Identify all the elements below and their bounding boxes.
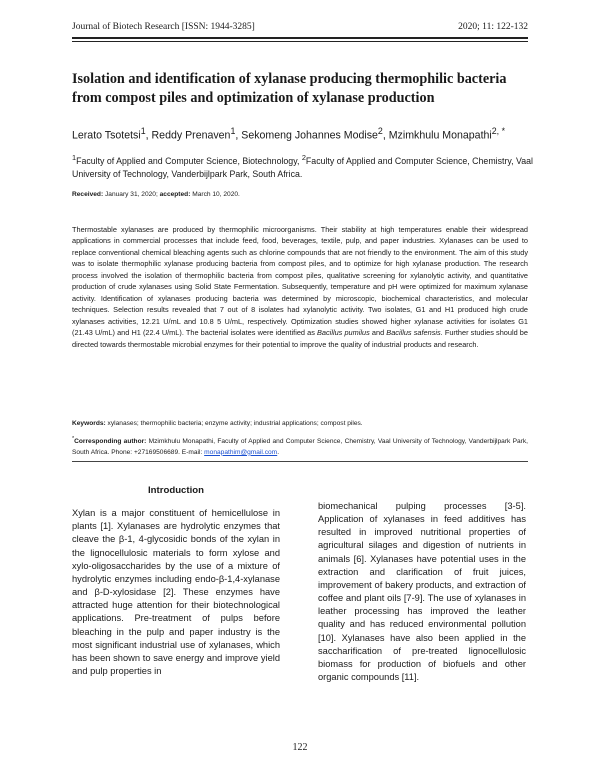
author-affiliation-mark: 2	[377, 126, 383, 136]
affiliations	[72, 151, 534, 181]
accepted-date: March 10, 2020.	[190, 191, 240, 198]
article-dates	[72, 191, 530, 198]
body-column-right	[318, 500, 526, 684]
author-affiliation-mark: 1	[140, 126, 146, 136]
affiliation-1: Faculty of Applied and Computer Science, Biotechnology,	[76, 155, 302, 166]
abstract	[72, 224, 528, 350]
corresponding-mark: *	[72, 436, 75, 442]
author-name: Lerato Tsotetsi	[72, 129, 141, 142]
keywords-text: xylanases; thermophilic bacteria; enzyme activity; industrial applications; compost piles.	[105, 420, 363, 427]
species-name: Bacillus safensis	[386, 328, 441, 338]
author-list: Lerato Tsotetsi$^1$, Reddy Prenaven$^1$, Sekomeng Johannes Modise$^2$, Mzimkhulu Monapathi$^{2, *}$	[72, 126, 506, 142]
page-number: 122	[292, 742, 308, 753]
corresponding-end: .	[277, 448, 280, 456]
affiliation-2: Faculty of Applied and Computer Science, Chemistry, Vaal University of Technology, Vanderbijlpark Park, South Africa.	[72, 155, 533, 179]
abstract-text: . Further studies should be directed towards thermostable microbial enzymes for their potential to improve the quality of industrial products and research.	[72, 328, 528, 349]
author-name: Sekomeng Johannes Modise	[241, 129, 378, 142]
abstract-text: Thermostable xylanases are produced by thermophilic microorganisms. Their stability at high temperatures enable their widespread applications in commercial processes that include feed, food, beverages, textile, pulp, and paper industries. Xylanases can be used to replace conventional chemical bleaching agents such as chlorine compounds that are not friendly to the environment. The aim of this study was to isolate thermophilic xylanase producing bacteria from compost piles, and to optimize for high xylanase production. The research process involved the isolation of thermophilic bacteria from compost piles, qualitative screening for xylanolytic activity, and quantitative production of crude xylanases using Solid State Fermentation. Subsequently, temperature and pH were optimized for maximum xylanase activity. Identification of xylanases producing bacteria was determined by microscopic, biochemical characteristics, and molecular techniques. Selection results revealed that 7 out of 8 isolates had xylanolytic activity. Two isolates, G1 and H1 produced high crude xylanases activities, 12.21 U/mL and 10.8 5 U/mL, respectively. Optimization studies showed higher xylanase activities for isolates G1 (21.43 U/mL) and H1 (22.4 U/mL). The bacterial isolates were identified as	[72, 225, 528, 338]
affiliation-mark: 2	[301, 153, 306, 162]
header-rule-thin	[72, 41, 528, 42]
intro-paragraph: Xylan is a major constituent of hemicellulose in plants [1]. Xylanases are hydrolytic enzymes that cleave the β-1, 4-glycosidic bonds of the xylan in the lignocellulosic materials to form xylose and xylo-oligosaccharides by the use of a mixture of hydrolytic enzymes including endo-β-1,4-xylanase and β-D-xylosidase [2]. These enzymes have attracted huge attention for their biotechnological applications. Pre-treatment of pulps before bleaching in the pulp and paper industry is the most significant industrial use of xylanases, which has been shown to save energy and improve yield and pulp properties in	[72, 508, 280, 677]
accepted-label: accepted:	[159, 191, 191, 198]
keywords-label: Keywords:	[72, 420, 106, 427]
body-column-left	[72, 484, 280, 678]
abstract-text: and	[369, 328, 387, 338]
received-label: Received:	[72, 191, 104, 198]
corresponding-label: Corresponding author:	[74, 438, 147, 446]
keywords	[72, 420, 528, 427]
author-affiliation-mark: 2, *	[491, 126, 506, 136]
corresponding-text: Mzimkhulu Monapathi, Faculty of Applied and Computer Science, Chemistry, Vaal University of Technology, Vanderbijlpark Park, South Africa. Phone: +27169506689. E-mail:	[72, 438, 528, 456]
received-date: January 31, 2020;	[103, 191, 160, 198]
affiliation-mark: 1	[72, 153, 77, 162]
journal-name: Journal of Biotech Research [ISSN: 1944-3285]	[72, 22, 255, 32]
running-header	[72, 22, 528, 32]
corresponding-author	[72, 434, 528, 458]
email-link[interactable]: monapathim@gmail.com	[204, 448, 278, 456]
header-rule-thick	[72, 37, 528, 39]
article-title: Isolation and identification of xylanase producing thermophilic bacteria from compost piles and optimization of xylanase production	[72, 71, 507, 106]
volume-pages: 2020; 11: 122-132	[458, 22, 528, 32]
intro-paragraph-continued: biomechanical pulping processes [3-5]. Application of xylanases in feed additives has resulted in improved nutritional properties of agricultural silages and digestion of nutrients in animals [6]. Xylanases have potential uses in the extraction and clarification of fruit juices, improvement of bakery products, and extraction of coffee and plant oils [7-9]. The use of xylanases in leather processing has improved the leather quality and has reduced environmental pollution [10]. Xylanases have also been applied in the saccharification of pre-treated lignocellulosic biomass for production of biofuels and other organic compounds [11].	[318, 501, 526, 683]
species-name: Bacillus pumilus	[317, 328, 370, 338]
author-affiliation-mark: 1	[230, 126, 236, 136]
author-name: Reddy Prenaven	[151, 129, 231, 142]
section-heading-introduction: Introduction	[148, 485, 204, 496]
author-name: Mzimkhulu Monapathi	[388, 129, 492, 142]
separator-rule	[72, 461, 528, 462]
